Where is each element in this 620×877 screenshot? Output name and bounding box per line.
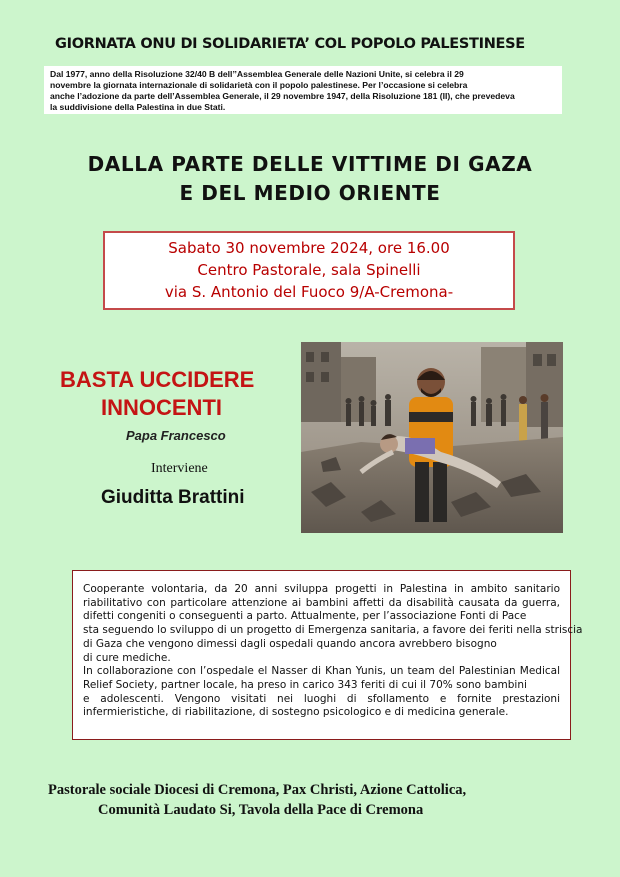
slogan-attribution: Papa Francesco (126, 428, 226, 443)
organizers-line-2: Comunità Laudato Si, Tavola della Pace di Cremona (98, 802, 424, 818)
bio-line: In collaborazione con l’ospedale el Nasser di Khan Yunis, un team del Palestinian Medical (83, 665, 560, 678)
speaker-name: Giuditta Brattini (101, 487, 245, 508)
main-heading-line-2: E DEL MEDIO ORIENTE (179, 181, 441, 205)
intro-line: Dal 1977, anno della Risoluzione 32/40 B dell’’Assemblea Generale delle Nazioni Unite, si celebra il 29 (50, 69, 464, 79)
main-heading-line-1: DALLA PARTE DELLE VITTIME DI GAZA (87, 152, 533, 176)
intro-line: la suddivisione della Palestina in due Stati. (50, 102, 226, 112)
bio-line: sta seguendo lo sviluppo di un progetto di Emergenza sanitaria, a favore dei feriti nella striscia (83, 624, 583, 637)
header-title: GIORNATA ONU DI SOLIDARIETA’ COL POPOLO PALESTINESE (55, 36, 525, 52)
bio-line: di Gaza che vengono dimessi dagli ospedali quando ancora avrebbero bisogno (83, 637, 497, 650)
event-details-box (103, 231, 515, 310)
bio-line: riabilitativo con particolare attenzione ai bambini affetti da disabilità causata da guerra, (83, 596, 560, 609)
event-venue: Centro Pastorale, sala Spinelli (197, 261, 421, 279)
speaker-bio-box (72, 570, 583, 740)
slogan (60, 366, 254, 422)
organizers-footer (0, 780, 620, 820)
bio-line: e adolescenti. Vengono visitati nei luoghi di sfollamento e fornite prestazioni (83, 692, 560, 705)
event-address: via S. Antonio del Fuoco 9/A-Cremona- (164, 283, 454, 301)
bio-line: Relief Society, partner locale, ha preso in carico 343 feriti di cui il 70% sono bambini (83, 678, 527, 691)
bio-line: di cure mediche. (83, 651, 171, 664)
slogan-line-1: BASTA UCCIDERE (60, 367, 255, 392)
intro-line: anche l’adozione da parte dell’Assemblea Generale, il 29 novembre 1947, della Risoluzione 181 (II), che prevedeva (50, 91, 515, 101)
event-date-time: Sabato 30 novembre 2024, ore 16.00 (168, 239, 450, 257)
bio-line: Cooperante volontaria, da 20 anni sviluppa progetti in Palestina in ambito sanitario (83, 583, 560, 595)
gaza-photo (301, 342, 563, 533)
speaker-intro: Interviene (151, 461, 208, 476)
intro-line: novembre la giornata internazionale di solidarietà con il popolo palestinese. Per l’occasione si celebra (50, 80, 468, 90)
organizers-line-1: Pastorale sociale Diocesi di Cremona, Pax Christi, Azione Cattolica, (48, 782, 467, 798)
bio-line: difetti congeniti o conseguenti a parto. Attualmente, per l’associazione Fonti di Pace (83, 610, 527, 623)
intro-text-box (44, 66, 562, 114)
bio-line: infermieristiche, di riabilitazione, di sostegno psicologico e di medicina generale. (83, 706, 509, 719)
slogan-line-2: INNOCENTI (101, 395, 222, 420)
main-heading (0, 150, 620, 208)
